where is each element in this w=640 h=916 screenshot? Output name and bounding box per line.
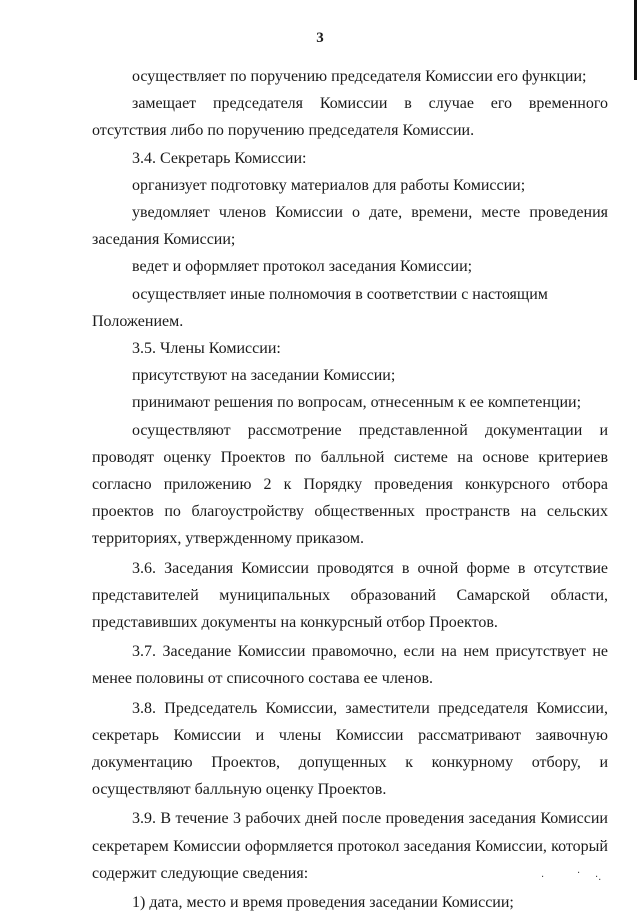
paragraph: уведомляет членов Комиссии о дате, времени, месте проведения заседания Комиссии; [92,204,608,249]
paragraph: осуществляют рассмотрение представленной документации и проводят оценку Проектов по балльной системе на основе критериев согласно приложению 2 к Порядку проведения конкурсного отбора проектов по благоустройству общественных пространств на сельских территориях, утвержденному приказом. [92,421,608,548]
scan-speck: · [541,872,545,883]
scan-speck: · [577,868,581,879]
scan-edge-line [634,0,637,80]
paragraph: 3.8. Председатель Комиссии, заместители председателя Комиссии, секретарь Комиссии и члены Комиссии рассматривают заявочную документацию Проектов, допущенных к конкурному отбору, и осуществляют балльную оценку Проектов. [92,699,608,799]
page-number: 3 [316,30,324,46]
paragraph: организует подготовку материалов для работы Комиссии; [132,176,526,194]
paragraph: осуществляет по поручению председателя Комиссии его функции; [132,68,587,85]
paragraph: 3.4. Секретарь Комиссии: [132,149,307,167]
paragraph: 3.5. Члены Комиссии: [132,340,281,358]
document-body [92,63,608,916]
paragraph: 3.6. Заседания Комиссии проводятся в очной форме в отсутствие представителей муниципальных образований Самарской области, представивших документы на конкурсный отбор Проектов. [92,559,608,632]
paragraph: осуществляет иные полномочия в соответствии с настоящим Положением. [92,285,548,330]
paragraph: ведет и оформляет протокол заседания Комиссии; [132,258,473,276]
paragraph: 3.7. Заседание Комиссии правомочно, если на нем присутствует не менее половины от списочного состава ее членов. [92,643,608,688]
paragraph: принимают решения по вопросам, отнесенным к ее компетенции; [132,394,582,412]
paragraph: замещает председателя Комиссии в случае его временного отсутствия либо по поручению председателя Комиссии. [92,95,608,140]
paragraph: присутствуют на заседании Комиссии; [132,367,396,385]
scan-speck: ·. [595,872,602,883]
paragraph: 1) дата, место и время проведения заседании Комиссии; [132,894,514,912]
paragraph: 3.9. В течение 3 рабочих дней после проведения заседания Комиссии секретарем Комиссии оформляется протокол заседания Комиссии, который содержит следующие сведения: [92,810,608,882]
